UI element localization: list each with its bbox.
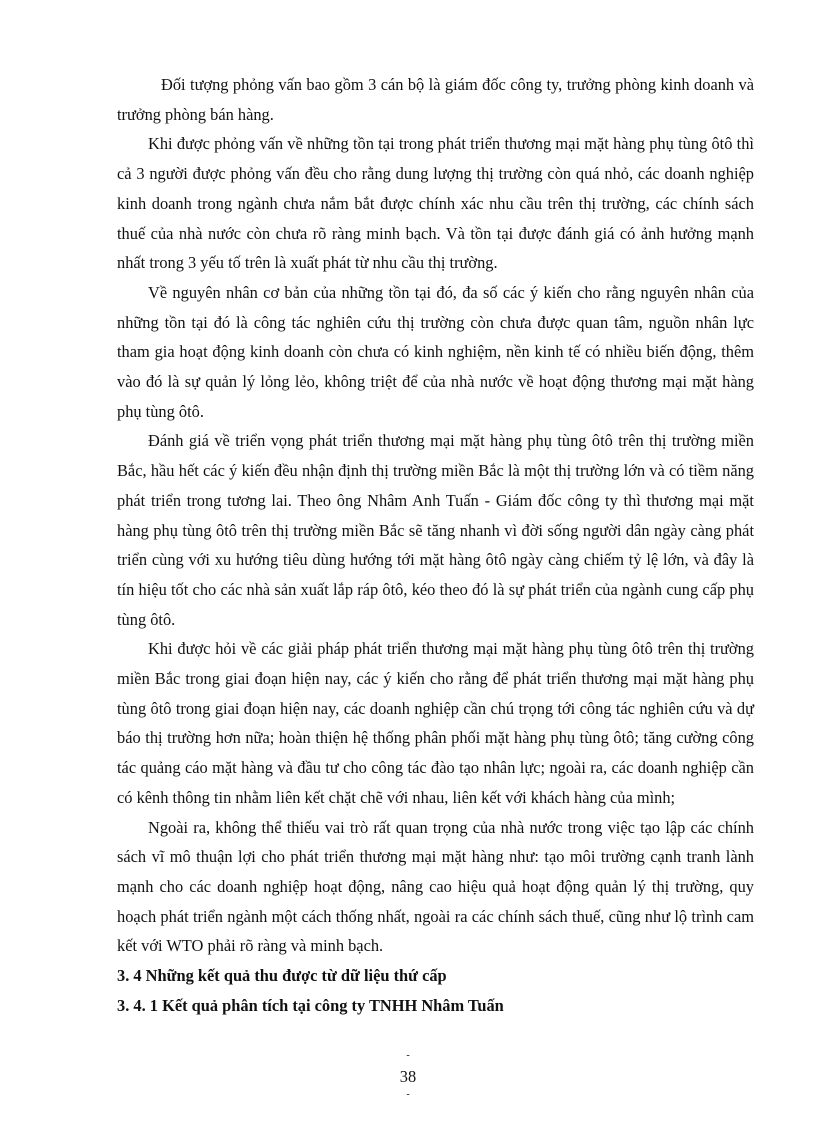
page-body: [117, 70, 754, 1021]
paragraph-prospects: Đánh giá về triển vọng phát triển thương mại mặt hàng phụ tùng ôtô trên thị trường miền Bắc, hầu hết các ý kiến đều nhận định thị trường miền Bắc là một thị trường lớn và có tiềm năng phát triển trong tương lai. Theo ông Nhâm Anh Tuấn - Giám đốc công ty thì thương mại mặt hàng phụ tùng ôtô trên thị trường miền Bắc sẽ tăng nhanh vì đời sống người dân ngày càng phát triển cùng với xu hướng tiêu dùng hướng tới mặt hàng ôtô ngày càng chiếm tỷ lệ lớn, và đây là tín hiệu tốt cho các nhà sản xuất lắp ráp ôtô, kéo theo đó là sự phát triển của ngành cung cấp phụ tùng ôtô.: [117, 431, 754, 629]
section-heading-3-4-1: 3. 4. 1 Kết quả phân tích tại công ty TNHH Nhâm Tuấn: [117, 995, 504, 1015]
footer-dash-top: -: [406, 1050, 410, 1061]
paragraph-state-role: Ngoài ra, không thể thiếu vai trò rất quan trọng của nhà nước trong việc tạo lập các chính sách vĩ mô thuận lợi cho phát triển thương mại mặt hàng như: tạo môi trường cạnh tranh lành mạnh cho các doanh nghiệp hoạt động, nâng cao hiệu quả hoạt động quản lý thị trường, quy hoạch phát triển ngành một cách thống nhất, ngoài ra các chính sách thuế, cũng như lộ trình cam kết với WTO phải rõ ràng và minh bạch.: [117, 817, 754, 956]
paragraph-solutions: Khi được hỏi về các giải pháp phát triển thương mại mặt hàng phụ tùng ôtô trên thị trường miền Bắc trong giai đoạn hiện nay, các ý kiến cho rằng để phát triển thương mại mặt hàng phụ tùng ôtô trong giai đoạn hiện nay, các doanh nghiệp cần chú trọng tới công tác nghiên cứu và dự báo thị trường hơn nữa; hoàn thiện hệ thống phân phối mặt hàng phụ tùng ôtô; tăng cường công tác quảng cáo mặt hàng và đầu tư cho công tác đào tạo nhân lực; ngoài ra, các doanh nghiệp cần có kênh thông tin nhằm liên kết chặt chẽ với nhau, liên kết với khách hàng của mình;: [117, 639, 754, 807]
page-number: 38: [399, 1067, 417, 1086]
paragraph-interviewees: Đối tượng phỏng vấn bao gồm 3 cán bộ là giám đốc công ty, trưởng phòng kinh doanh và trưởng phòng bán hàng.: [117, 75, 754, 124]
section-heading-3-4: 3. 4 Những kết quả thu được từ dữ liệu thứ cấp: [117, 966, 447, 986]
footer-dash-bottom: -: [406, 1089, 410, 1100]
paragraph-root-causes: Về nguyên nhân cơ bản của những tồn tại đó, đa số các ý kiến cho rằng nguyên nhân của những tồn tại đó là công tác nghiên cứu thị trường còn chưa được quan tâm, nguồn nhân lực tham gia hoạt động kinh doanh còn chưa có kinh nghiệm, nền kinh tế có nhiều biến động, thêm vào đó là sự quản lý lỏng lẻo, không triệt để của nhà nước về hoạt động thương mại mặt hàng phụ tùng ôtô.: [117, 282, 754, 421]
paragraph-existing-issues: Khi được phỏng vấn về những tồn tại trong phát triển thương mại mặt hàng phụ tùng ôtô thì cả 3 người được phỏng vấn đều cho rằng dung lượng thị trường còn quá nhỏ, các doanh nghiệp kinh doanh trong ngành chưa nắm bắt được chính xác nhu cầu trên thị trường, các chính sách thuế của nhà nước còn chưa rõ ràng minh bạch. Và tồn tại được đánh giá có ảnh hưởng mạnh nhất trong 3 yếu tố trên là xuất phát từ nhu cầu thị trường.: [117, 134, 754, 273]
